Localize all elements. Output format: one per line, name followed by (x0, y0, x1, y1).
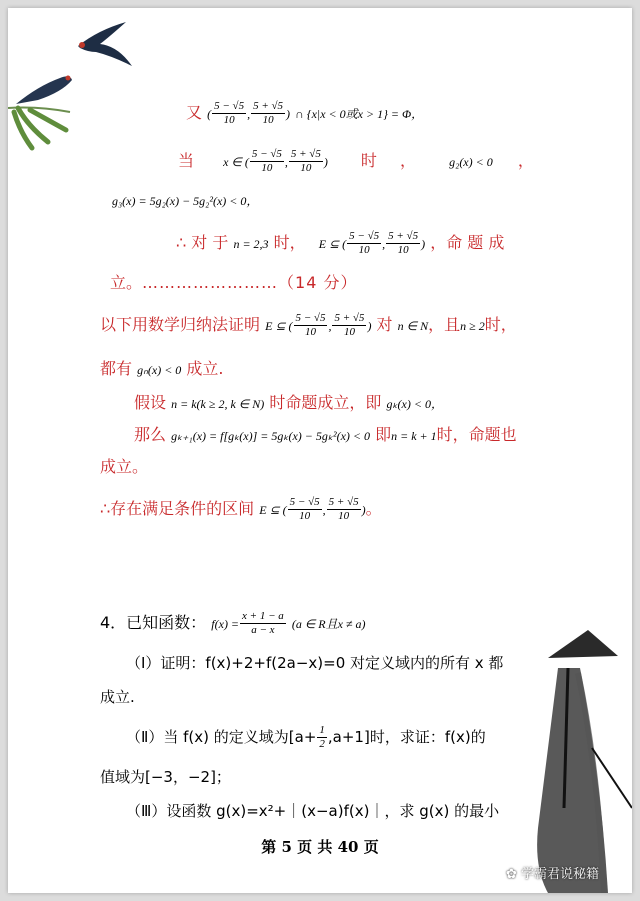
line-6 (100, 312, 517, 339)
gn-ineq: gₙ(x) < 0 (137, 363, 182, 377)
g2-ineq: g₂(x) < 0 (449, 155, 493, 169)
frac-num: x + 1 − a (242, 610, 284, 622)
gk1-formula: gₖ₊₁(x) = f[gₖ(x)] = 5gₖ(x) − 5gₖ²(x) < 0 (171, 429, 370, 443)
frac-den: 10 (299, 510, 311, 522)
text-chengli: 成立. (186, 359, 224, 378)
frac-num: 5 + √5 (388, 230, 419, 242)
comma: , (247, 107, 251, 121)
problem-4-part1-cont: 成立. (100, 688, 135, 706)
problem-4-part2 (126, 724, 486, 751)
watermark (506, 863, 599, 882)
text-dang: 当 (178, 151, 195, 170)
n-eq-k1: n = k + 1 (391, 429, 437, 443)
text-qie: ，且 (428, 315, 461, 334)
fraction (347, 230, 381, 257)
frac-den: 10 (261, 162, 273, 174)
frac-num: 5 − √5 (349, 230, 380, 242)
frac-den: 10 (397, 244, 409, 256)
wechat-icon: ✿ (506, 867, 517, 882)
frac-den: 10 (300, 162, 312, 174)
comma: , (382, 237, 386, 251)
fraction (289, 148, 323, 175)
frac-den: 10 (304, 326, 316, 338)
watermark-text: 学霸君说秘籍 (521, 867, 600, 882)
p2-text-2: ,a+1]时，求证：f(x)的 (327, 728, 486, 746)
comma: , (328, 319, 332, 333)
line-2: 当 x ∈ ( $\frac{5 - √5}{10}$ , $\frac{5 + √5}{10}$ ) 时 ， g₂(x) < 0 ， (178, 148, 534, 174)
text-you: 又 (186, 103, 203, 122)
n-ge-2: n ≥ 2 (460, 319, 485, 333)
frac-den: 10 (343, 326, 355, 338)
frac-num: 1 (319, 724, 325, 736)
line-7 (100, 356, 224, 379)
p2-text: （Ⅱ）当 f(x) 的定义域为[a+ (126, 728, 317, 746)
frac-den: a − x (251, 624, 275, 636)
frac-num: 5 − √5 (295, 312, 326, 324)
e-subset: E ⊆ ( (265, 319, 293, 333)
text-shi: 时， (484, 315, 517, 334)
page-footer: 第 5 页 共 40 页 (261, 838, 379, 856)
close-paren: ) (421, 237, 426, 251)
frac-den: 2 (319, 738, 325, 750)
text-jiashe: 假设 (134, 393, 167, 412)
frac-den: 10 (358, 244, 370, 256)
frac-den: 10 (262, 114, 274, 126)
text-name: 那么 (134, 425, 167, 444)
score-note: ……………………（14 分） (142, 273, 358, 292)
frac-den: 10 (223, 114, 235, 126)
frac-num: 5 + √5 (253, 100, 284, 112)
line-4 (176, 230, 504, 257)
x-in: x ∈ ( (223, 155, 249, 169)
frac-num: 5 + √5 (334, 312, 365, 324)
close-paren: ) (361, 503, 366, 517)
line-11 (100, 496, 382, 523)
document-page (8, 8, 632, 893)
text-shi: 时 (360, 151, 377, 170)
text-ji: 即 (375, 425, 392, 444)
text-conclusion: ∴存在满足条件的区间 (100, 499, 255, 518)
set-intersection: ∩ {x|x < 0或x > 1} = Φ， (295, 107, 424, 121)
bird-illustration (8, 8, 158, 158)
frac-num: 5 − √5 (251, 148, 282, 160)
fraction (327, 496, 361, 523)
f-def: f(x) = (211, 617, 240, 631)
line-3-g3: g₃(x) = 5g₂(x) − 5g₂²(x) < 0， (112, 194, 259, 208)
fraction (332, 312, 366, 339)
fraction (251, 100, 285, 127)
fraction (294, 312, 328, 339)
n-eq-k: n = k(k ≥ 2, k ∈ N) (171, 397, 265, 411)
line-8 (134, 390, 443, 413)
close-paren: ) (367, 319, 372, 333)
n-value: n = 2,3 (233, 237, 269, 251)
fraction (386, 230, 420, 257)
frac-den: 10 (338, 510, 350, 522)
problem-4-label: 4．已知函数： (100, 613, 207, 632)
e-subset: E ⊆ ( (259, 503, 287, 517)
period: 。 (365, 499, 382, 518)
frac-num: 5 − √5 (289, 496, 320, 508)
text-mingti: ，命 题 成 (430, 233, 505, 252)
frac-num: 5 + √5 (290, 148, 321, 160)
close-paren: ) (286, 107, 291, 121)
line-10: 成立。 (100, 457, 149, 476)
e-subset: E ⊆ ( (318, 237, 347, 251)
half-fraction (317, 724, 327, 751)
text-mingti-chengli: 时命题成立，即 (269, 393, 382, 412)
problem-4-part2-cont: 值域为[−3，−2]； (100, 768, 231, 786)
text-mingti-ye: 时，命题也 (436, 425, 517, 444)
comma: , (322, 503, 326, 517)
fraction (212, 100, 246, 127)
line-1: 又 ( $\frac{5 - √5}{10}$ , $\frac{5 + √5}{10}$ ) ∩ {x|x < 0或x > 1} = Φ， (186, 100, 424, 126)
line-9 (134, 422, 517, 445)
f-fraction (240, 610, 286, 637)
f-condition: (a ∈ R且x ≠ a) (291, 617, 366, 631)
text-dui: 对 (376, 315, 393, 334)
comma: , (284, 155, 288, 169)
text-li: 立。 (110, 273, 143, 292)
text-induction: 以下用数学归纳法证明 (100, 315, 261, 334)
fraction (250, 148, 284, 175)
gk-ineq: gₖ(x) < 0， (386, 397, 443, 411)
line-5 (110, 270, 357, 293)
text-dui: ∴ 对 于 (176, 233, 229, 252)
fraction (288, 496, 322, 523)
problem-4-head (100, 610, 366, 637)
frac-num: 5 − √5 (214, 100, 245, 112)
text-shi: 时， (273, 233, 306, 252)
problem-4-part1: （Ⅰ）证明：f(x)+2+f(2a−x)=0 对定义域内的所有 x 都 (126, 654, 504, 672)
text-douyou: 都有 (100, 359, 133, 378)
problem-4-part3: （Ⅲ）设函数 g(x)=x²+｜(x−a)f(x)｜，求 g(x) 的最小 (126, 802, 500, 820)
frac-num: 5 + √5 (328, 496, 359, 508)
close-paren: ) (323, 155, 328, 169)
n-in-n: n ∈ N (397, 319, 429, 333)
